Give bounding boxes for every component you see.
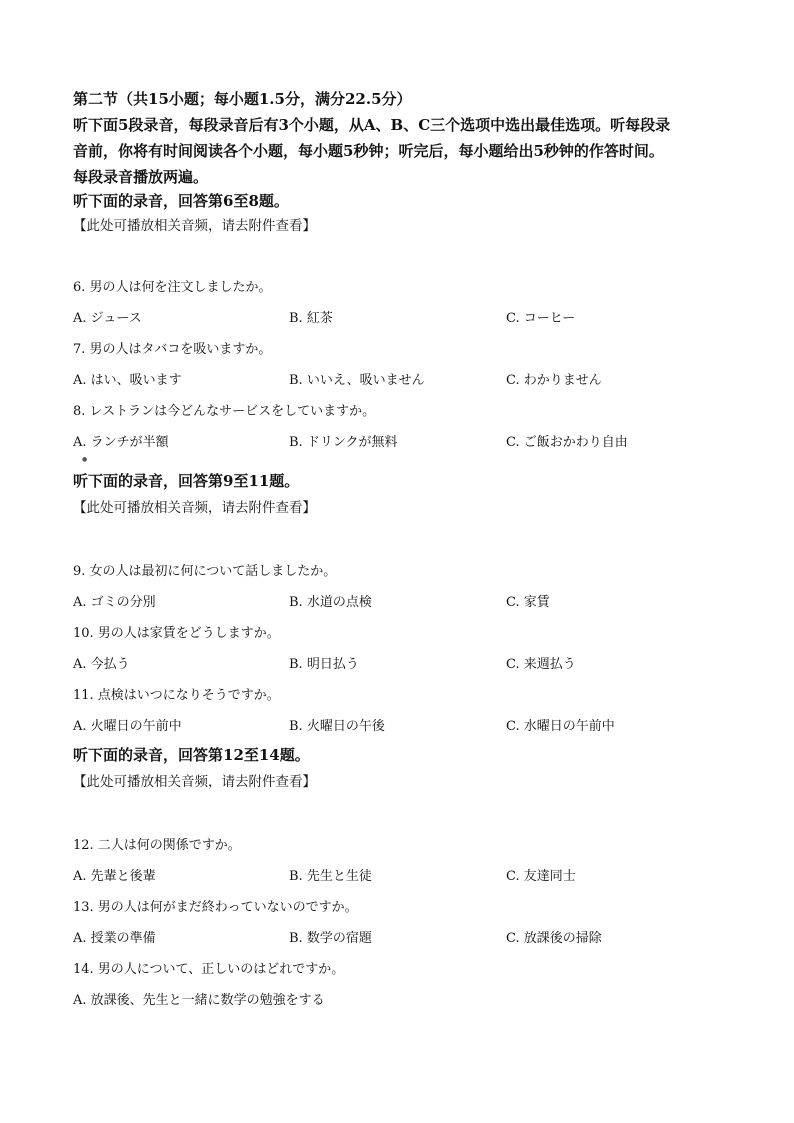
question-stem: 11. 点検はいつになりそうですか。 (73, 688, 280, 703)
option-a: A. ゴミの分別 (73, 595, 156, 610)
option-a: A. ランチが半額 (73, 435, 169, 450)
option-b: B. 水道の点検 (289, 595, 372, 610)
option-b: B. 紅茶 (289, 311, 333, 326)
option-b: B. 明日払う (289, 657, 359, 672)
stray-dot: ● (82, 456, 88, 463)
group-heading: 听下面的录音，回答第12至14题。 (73, 746, 310, 764)
option-b: B. いいえ、吸いません (289, 373, 425, 388)
option-a: A. ジュース (73, 311, 142, 326)
option-c: C. 来週払う (506, 657, 576, 672)
option-b: B. 数学の宿題 (289, 931, 372, 946)
instruction-line: 音前，你将有时间阅读各个小题，每小题5秒钟；听完后，每小题给出5秒钟的作答时间。 (73, 142, 664, 160)
instruction-line: 每段录音播放两遍。 (73, 168, 209, 186)
question-stem: 14. 男の人について、正しいのはどれですか。 (73, 962, 345, 977)
option-c: C. 友達同士 (506, 869, 576, 884)
option-c: C. ご飯おかわり自由 (506, 435, 628, 450)
question-stem: 7. 男の人はタバコを吸いますか。 (73, 342, 272, 357)
question-stem: 8. レストランは今どんなサービスをしていますか。 (73, 404, 376, 419)
question-stem: 12. 二人は何の関係ですか。 (73, 838, 241, 853)
option-c: C. コーヒー (506, 311, 576, 326)
option-a: A. 先輩と後輩 (73, 869, 156, 884)
question-stem: 10. 男の人は家賃をどうしますか。 (73, 626, 280, 641)
question-stem: 13. 男の人は何がまだ終わっていないのですか。 (73, 900, 358, 915)
option-b: B. ドリンクが無料 (289, 435, 398, 450)
option-b: B. 先生と生徒 (289, 869, 372, 884)
audio-note[interactable]: 【此处可播放相关音频，请去附件查看】 (73, 774, 316, 790)
group-heading: 听下面的录音，回答第6至8题。 (73, 192, 289, 210)
section-title: 第二节（共15小题；每小题1.5分，满分22.5分） (73, 90, 412, 108)
option-c: C. 放課後の掃除 (506, 931, 602, 946)
group-heading: 听下面的录音，回答第9至11题。 (73, 472, 300, 490)
instruction-line: 听下面5段录音，每段录音后有3个小题，从A、B、C三个选项中选出最佳选项。听每段录 (73, 116, 671, 134)
option-a: A. 今払う (73, 657, 130, 672)
audio-note[interactable]: 【此处可播放相关音频，请去附件查看】 (73, 500, 316, 516)
option-a: A. 火曜日の午前中 (73, 719, 182, 734)
option-c: C. 水曜日の午前中 (506, 719, 615, 734)
audio-note[interactable]: 【此处可播放相关音频，请去附件查看】 (73, 218, 316, 234)
option-b: B. 火曜日の午後 (289, 719, 385, 734)
question-stem: 9. 女の人は最初に何について話しましたか。 (73, 564, 337, 579)
option-a: A. はい、吸います (73, 373, 182, 388)
option-a: A. 授業の準備 (73, 931, 156, 946)
question-stem: 6. 男の人は何を注文しましたか。 (73, 280, 272, 295)
option-c: C. 家賃 (506, 595, 550, 610)
option-c: C. わかりません (506, 373, 602, 388)
option-a: A. 放課後、先生と一緒に数学の勉強をする (73, 993, 325, 1008)
